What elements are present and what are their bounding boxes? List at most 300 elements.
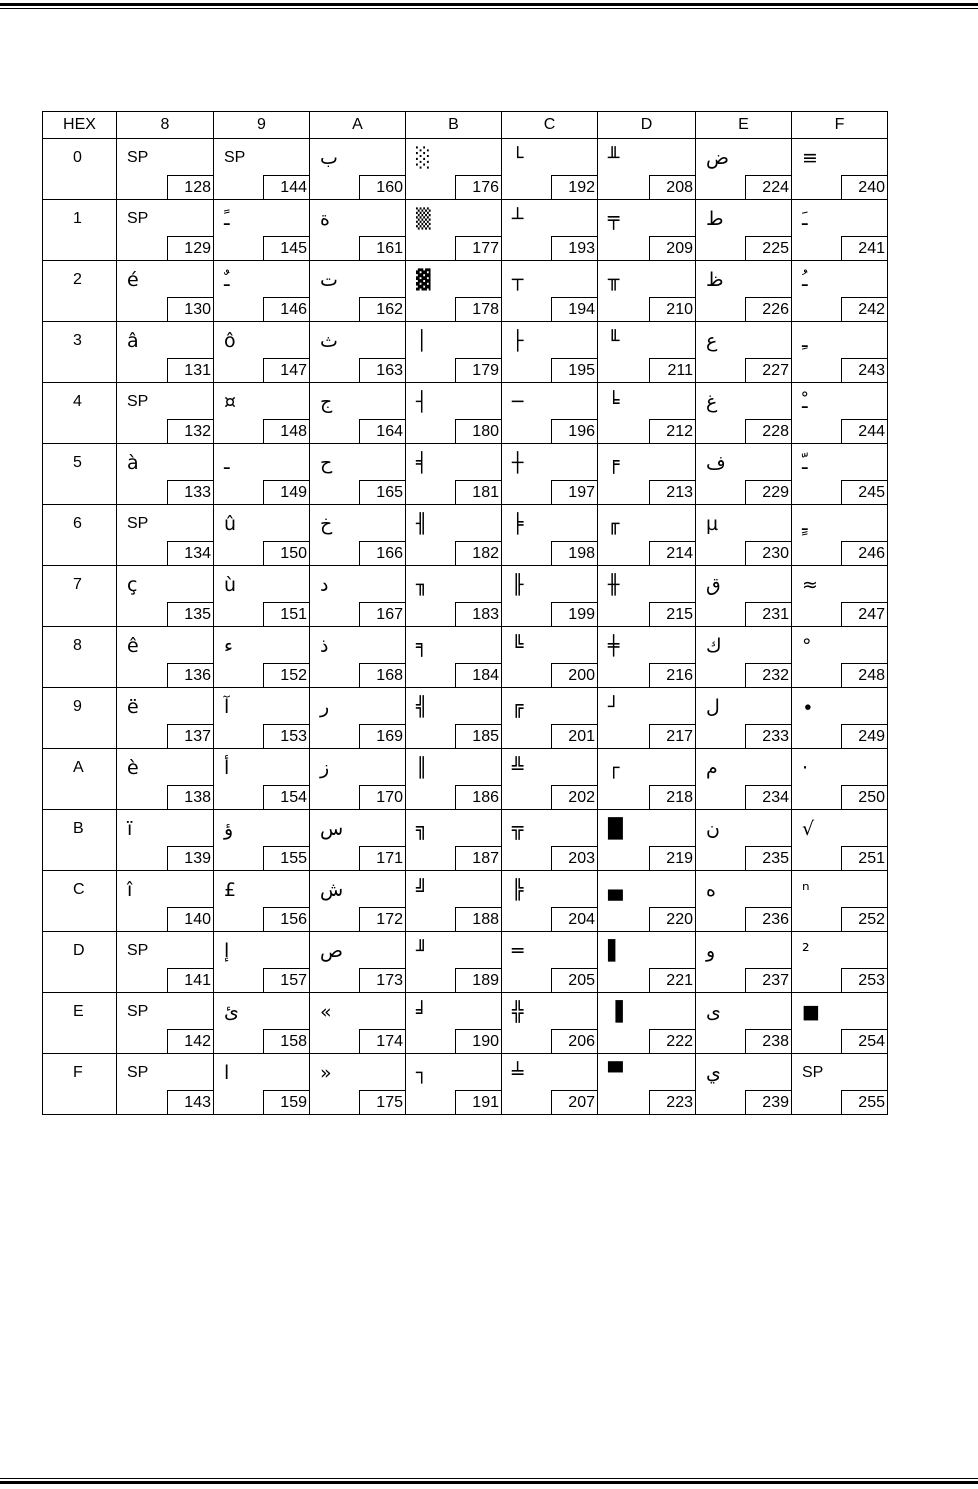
char-cell [792,993,888,1054]
char-cell [792,383,888,444]
char-cell [502,505,598,566]
char-glyph: SP [127,210,149,227]
char-cell [214,749,310,810]
hex-corner-label: HEX [43,112,117,139]
column-header: A [310,112,406,139]
char-glyph: ─ [512,391,524,413]
decimal-code: 198 [551,541,597,565]
row-hex-cell [43,383,117,444]
decimal-code: 242 [841,297,887,321]
decimal-code: 240 [841,175,887,199]
row-hex-label: 2 [73,271,82,288]
char-cell [117,444,214,505]
decimal-code: 204 [551,907,597,931]
char-cell [792,749,888,810]
char-cell [310,444,406,505]
decimal-code: 199 [551,602,597,626]
char-glyph: ╩ [512,757,524,779]
char-glyph: ا [224,1062,230,1084]
row-hex-label: 3 [73,332,82,349]
table-row [43,1054,888,1115]
decimal-code: 133 [167,480,213,504]
char-cell [696,627,792,688]
char-glyph: ش [320,879,344,901]
char-cell [117,749,214,810]
char-cell [598,261,696,322]
decimal-code: 196 [551,419,597,443]
table-row [43,566,888,627]
char-cell [117,993,214,1054]
decimal-code: 137 [167,724,213,748]
table-row [43,688,888,749]
char-glyph: ┬ [512,269,524,291]
decimal-code: 153 [263,724,309,748]
row-hex-label: A [73,759,84,776]
char-cell [214,688,310,749]
decimal-code: 239 [745,1090,791,1114]
char-glyph: ╣ [416,696,428,718]
char-cell [310,139,406,200]
char-cell [598,688,696,749]
char-glyph: م [706,757,718,779]
table-row [43,200,888,261]
char-glyph: · [802,757,809,779]
row-hex-cell [43,749,117,810]
char-glyph: ط [706,208,724,230]
bottom-border-thin [0,1478,978,1479]
decimal-code: 207 [551,1090,597,1114]
char-cell [696,993,792,1054]
decimal-code: 197 [551,480,597,504]
row-hex-cell [43,566,117,627]
decimal-code: 171 [359,846,405,870]
row-hex-cell [43,627,117,688]
decimal-code: 155 [263,846,309,870]
decimal-code: 148 [263,419,309,443]
char-cell [406,261,502,322]
char-cell [310,932,406,993]
decimal-code: 235 [745,846,791,870]
char-glyph: ح [320,452,333,474]
char-glyph: ╗ [416,818,428,840]
char-cell [502,566,598,627]
char-glyph: î [127,879,133,901]
char-cell [310,566,406,627]
char-cell [502,444,598,505]
row-hex-label: E [73,1003,84,1020]
char-glyph: ╙ [608,330,620,352]
char-cell [406,688,502,749]
decimal-code: 191 [455,1090,501,1114]
char-glyph: ل [706,696,720,718]
decimal-code: 218 [649,785,695,809]
char-cell [214,383,310,444]
decimal-code: 254 [841,1029,887,1053]
decimal-code: 228 [745,419,791,443]
row-hex-cell [43,688,117,749]
decimal-code: 136 [167,663,213,687]
column-header: F [792,112,888,139]
char-cell [406,322,502,383]
decimal-code: 145 [263,236,309,260]
char-glyph: » [320,1062,332,1084]
row-hex-label: 4 [73,393,82,410]
decimal-code: 212 [649,419,695,443]
row-hex-label: 6 [73,515,82,532]
decimal-code: 194 [551,297,597,321]
char-cell [310,871,406,932]
char-cell [117,932,214,993]
char-glyph: ▄ [608,879,623,901]
char-cell [406,444,502,505]
decimal-code: 173 [359,968,405,992]
char-cell [502,200,598,261]
char-glyph: ╜ [416,940,428,962]
decimal-code: 189 [455,968,501,992]
char-glyph: ë [127,696,139,718]
char-glyph: ى [706,1001,721,1023]
decimal-code: 247 [841,602,887,626]
char-glyph: آ [224,696,230,718]
decimal-code: 176 [455,175,501,199]
char-glyph: ▌ [608,940,623,962]
bottom-border-thick [0,1481,978,1484]
char-glyph: ┌ [608,757,620,779]
char-glyph: SP [127,1003,149,1020]
char-cell [598,749,696,810]
char-glyph: ـً [224,208,230,230]
char-glyph: ؤ [224,818,234,840]
row-hex-label: 1 [73,210,82,227]
char-cell [502,139,598,200]
char-cell [310,505,406,566]
decimal-code: 130 [167,297,213,321]
char-glyph: ـٍ [802,513,808,535]
char-cell [696,383,792,444]
char-glyph: ث [320,330,338,352]
decimal-code: 219 [649,846,695,870]
char-glyph: ـَ [802,208,808,230]
char-glyph: ï [127,818,133,840]
char-glyph: ù [224,574,237,596]
decimal-code: 129 [167,236,213,260]
char-glyph: ╚ [512,635,524,657]
char-glyph: ف [706,452,726,474]
char-cell [406,871,502,932]
char-cell [214,505,310,566]
char-glyph: ┴ [512,208,524,230]
decimal-code: 166 [359,541,405,565]
decimal-code: 195 [551,358,597,382]
header-row [43,112,888,139]
char-glyph: ز [320,757,330,779]
char-cell [117,200,214,261]
decimal-code: 154 [263,785,309,809]
char-cell [310,261,406,322]
table-row [43,871,888,932]
char-glyph: ≈ [802,574,818,596]
decimal-code: 213 [649,480,695,504]
char-glyph: ║ [416,757,428,779]
char-glyph: ╠ [512,879,524,901]
char-glyph: ╬ [512,1001,524,1023]
decimal-code: 179 [455,358,501,382]
table-row [43,139,888,200]
column-header: E [696,112,792,139]
char-glyph: ن [706,818,720,840]
char-glyph: ج [320,391,333,413]
char-cell [310,993,406,1054]
char-cell [696,810,792,871]
char-glyph: ╤ [608,208,620,230]
char-cell [502,627,598,688]
char-cell [792,139,888,200]
decimal-code: 135 [167,602,213,626]
char-glyph: SP [127,1064,149,1081]
decimal-code: 230 [745,541,791,565]
decimal-code: 164 [359,419,405,443]
char-cell [310,200,406,261]
char-cell [598,200,696,261]
char-cell [792,200,888,261]
char-glyph: إ [224,940,230,962]
char-glyph: ┼ [512,452,524,474]
char-cell [792,444,888,505]
char-cell [598,566,696,627]
char-cell [310,1054,406,1115]
char-glyph: ظ [706,269,724,291]
char-glyph: ص [320,940,343,962]
row-hex-label: 5 [73,454,82,471]
decimal-code: 152 [263,663,309,687]
char-cell [598,322,696,383]
decimal-code: 220 [649,907,695,931]
char-cell [502,322,598,383]
decimal-code: 248 [841,663,887,687]
decimal-code: 216 [649,663,695,687]
char-glyph: £ [224,879,237,901]
decimal-code: 193 [551,236,597,260]
decimal-code: 241 [841,236,887,260]
char-glyph: ـُ [802,269,808,291]
char-cell [502,932,598,993]
char-cell [696,871,792,932]
table-row [43,261,888,322]
char-glyph: ═ [512,940,524,962]
char-cell [117,139,214,200]
char-cell [214,444,310,505]
char-cell [310,627,406,688]
char-cell [696,1054,792,1115]
char-glyph: ╪ [608,635,620,657]
row-hex-label: F [73,1064,83,1081]
char-cell [792,322,888,383]
char-glyph: ع [706,330,718,352]
char-cell [696,505,792,566]
decimal-code: 134 [167,541,213,565]
char-cell [792,261,888,322]
decimal-code: 211 [649,358,695,382]
decimal-code: 150 [263,541,309,565]
decimal-code: 172 [359,907,405,931]
char-glyph: ≡ [802,147,818,169]
row-hex-cell [43,932,117,993]
char-glyph: SP [127,942,149,959]
decimal-code: 231 [745,602,791,626]
char-cell [214,139,310,200]
decimal-code: 161 [359,236,405,260]
decimal-code: 162 [359,297,405,321]
char-cell [406,749,502,810]
char-cell [792,688,888,749]
char-glyph: ╔ [512,696,524,718]
row-hex-cell [43,200,117,261]
char-cell [214,566,310,627]
char-glyph: ├ [512,330,524,352]
table-row [43,383,888,444]
decimal-code: 139 [167,846,213,870]
decimal-code: 192 [551,175,597,199]
table-row [43,810,888,871]
char-cell [214,932,310,993]
char-glyph: ╧ [512,1062,524,1084]
char-cell [406,566,502,627]
table-row [43,444,888,505]
char-cell [696,139,792,200]
decimal-code: 252 [841,907,887,931]
char-glyph: ئ [224,1001,239,1023]
char-cell [117,566,214,627]
row-hex-cell [43,810,117,871]
char-cell [598,444,696,505]
char-cell [598,932,696,993]
char-glyph: ة [320,208,330,230]
row-hex-label: 9 [73,698,82,715]
char-glyph: ┐ [416,1062,428,1084]
char-glyph: ▓ [416,269,431,291]
char-glyph: د [320,574,329,596]
char-glyph: ب [320,147,338,169]
char-glyph: ـْ [802,391,808,413]
char-glyph: û [224,513,237,535]
char-glyph: ╓ [608,513,620,535]
char-cell [117,505,214,566]
char-cell [792,566,888,627]
char-glyph: ي [706,1062,721,1084]
decimal-code: 201 [551,724,597,748]
char-glyph: â [127,330,139,352]
table-row [43,749,888,810]
decimal-code: 250 [841,785,887,809]
decimal-code: 181 [455,480,501,504]
decimal-code: 178 [455,297,501,321]
decimal-code: 144 [263,175,309,199]
char-glyph: ▐ [608,1001,623,1023]
decimal-code: 190 [455,1029,501,1053]
char-glyph: ـّ [802,452,808,474]
char-cell [696,688,792,749]
decimal-code: 143 [167,1090,213,1114]
char-cell [214,261,310,322]
decimal-code: 183 [455,602,501,626]
char-cell [214,871,310,932]
char-cell [406,505,502,566]
char-glyph: SP [127,149,149,166]
decimal-code: 205 [551,968,597,992]
char-cell [696,322,792,383]
char-cell [598,810,696,871]
char-cell [598,139,696,200]
decimal-code: 202 [551,785,597,809]
char-cell [406,139,502,200]
decimal-code: 200 [551,663,597,687]
char-glyph: é [127,269,139,291]
char-cell [117,1054,214,1115]
char-glyph: ┘ [608,696,620,718]
decimal-code: 214 [649,541,695,565]
char-glyph: ô [224,330,236,352]
char-glyph: ه [706,879,716,901]
char-glyph: SP [224,149,246,166]
char-glyph: █ [608,818,623,840]
decimal-code: 184 [455,663,501,687]
decimal-code: 234 [745,785,791,809]
char-cell [792,810,888,871]
char-glyph: ╡ [416,452,428,474]
decimal-code: 229 [745,480,791,504]
char-glyph: √ [802,818,815,840]
decimal-code: 238 [745,1029,791,1053]
decimal-code: 224 [745,175,791,199]
decimal-code: 185 [455,724,501,748]
char-glyph: ╢ [416,513,428,535]
char-glyph: ░ [416,147,431,169]
char-cell [598,993,696,1054]
char-glyph: خ [320,513,333,535]
column-header: D [598,112,696,139]
decimal-code: 138 [167,785,213,809]
char-glyph: ـِ [802,330,808,352]
decimal-code: 249 [841,724,887,748]
char-glyph: └ [512,147,524,169]
decimal-code: 233 [745,724,791,748]
char-cell [696,200,792,261]
char-cell [502,810,598,871]
row-hex-cell [43,322,117,383]
char-glyph: ² [802,940,810,962]
char-glyph: à [127,452,139,474]
decimal-code: 215 [649,602,695,626]
row-hex-label: 0 [73,149,82,166]
decimal-code: 163 [359,358,405,382]
decimal-code: 170 [359,785,405,809]
table-row [43,505,888,566]
char-glyph: ╒ [608,452,620,474]
decimal-code: 237 [745,968,791,992]
char-cell [214,322,310,383]
char-cell [406,932,502,993]
char-glyph: │ [416,330,428,352]
decimal-code: 221 [649,968,695,992]
table-body [43,139,888,1115]
row-hex-label: 8 [73,637,82,654]
decimal-code: 187 [455,846,501,870]
char-cell [310,322,406,383]
char-glyph: ╕ [416,635,428,657]
char-glyph: ╦ [512,818,524,840]
char-glyph: ∙ [802,696,814,718]
char-glyph: ° [802,635,812,657]
